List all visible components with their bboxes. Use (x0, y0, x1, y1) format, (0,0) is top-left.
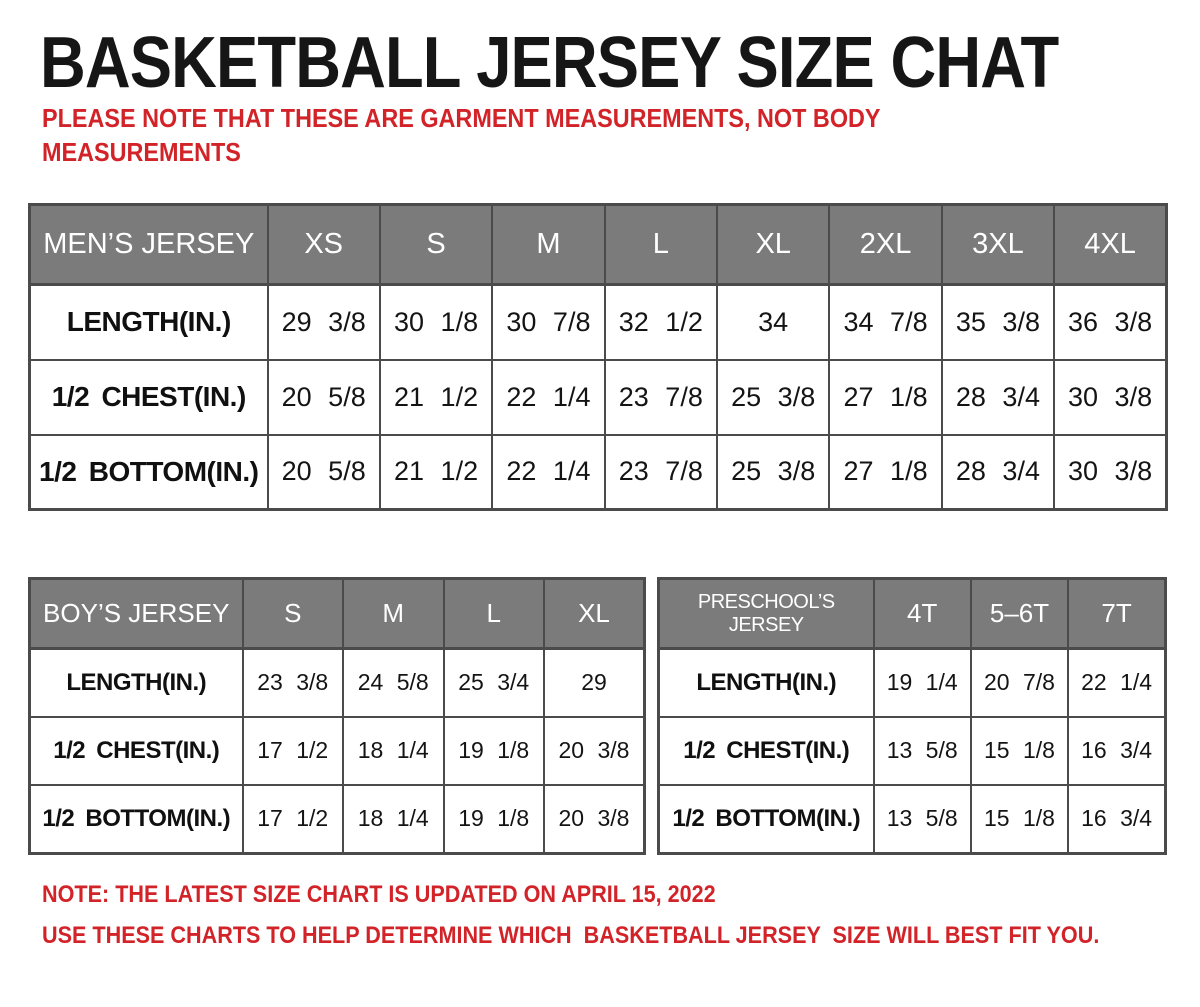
header-row (659, 579, 1166, 649)
size-header-cell: L (605, 205, 717, 285)
row-label-cell: 1/2 CHEST(IN.) (30, 717, 243, 785)
table-row (30, 649, 645, 717)
value-cell: 30 3/8 (1054, 360, 1166, 435)
value-cell: 16 3/4 (1068, 717, 1165, 785)
table-title-cell: MEN’S JERSEY (30, 205, 268, 285)
value-cell: 20 7/8 (971, 649, 1068, 717)
row-label-cell: LENGTH(IN.) (30, 285, 268, 360)
size-header-cell: 4T (874, 579, 971, 649)
value-cell: 28 3/4 (942, 360, 1054, 435)
value-cell: 15 1/8 (971, 717, 1068, 785)
size-header-cell: 2XL (829, 205, 941, 285)
row-label-cell: 1/2 BOTTOM(IN.) (30, 785, 243, 853)
value-cell: 23 7/8 (605, 360, 717, 435)
value-cell: 34 (717, 285, 829, 360)
size-header-cell: 3XL (942, 205, 1054, 285)
value-cell: 15 1/8 (971, 785, 1068, 853)
value-cell: 27 1/8 (829, 435, 941, 510)
table-row (30, 285, 1167, 360)
note-line: NOTE: THE LATEST SIZE CHART IS UPDATED ON APRIL 15, 2022 (42, 881, 716, 908)
size-header-cell: XS (268, 205, 380, 285)
value-cell: 28 3/4 (942, 435, 1054, 510)
garment-measurements-note (42, 101, 974, 169)
value-cell: 23 3/8 (243, 649, 344, 717)
value-cell: 29 (544, 649, 645, 717)
size-header-cell: XL (544, 579, 645, 649)
header-row (30, 205, 1167, 285)
size-header-cell: L (444, 579, 545, 649)
value-cell: 35 3/8 (942, 285, 1054, 360)
header-row (30, 579, 645, 649)
value-cell: 24 5/8 (343, 649, 444, 717)
value-cell: 22 1/4 (492, 360, 604, 435)
value-cell: 20 3/8 (544, 717, 645, 785)
table-row (30, 785, 645, 853)
table-title-cell: PRESCHOOL’S JERSEY (659, 579, 874, 649)
value-cell: 20 3/8 (544, 785, 645, 853)
table-row (30, 717, 645, 785)
size-header-cell: M (492, 205, 604, 285)
row-label-cell: 1/2 CHEST(IN.) (659, 717, 874, 785)
value-cell: 17 1/2 (243, 717, 344, 785)
value-cell: 21 1/2 (380, 435, 492, 510)
size-header-cell: M (343, 579, 444, 649)
row-label-cell: 1/2 BOTTOM(IN.) (659, 785, 874, 853)
value-cell: 30 7/8 (492, 285, 604, 360)
table-row (659, 785, 1166, 853)
value-cell: 18 1/4 (343, 785, 444, 853)
mens-jersey-table (28, 203, 1168, 511)
row-label-cell: LENGTH(IN.) (659, 649, 874, 717)
table-title-cell: BOY’S JERSEY (30, 579, 243, 649)
value-cell: 22 1/4 (1068, 649, 1165, 717)
size-header-cell: 7T (1068, 579, 1165, 649)
note-line: USE THESE CHARTS TO HELP DETERMINE WHICH BASKETBALL JERSEY SIZE WILL BEST FIT YOU. (42, 922, 1100, 949)
value-cell: 23 7/8 (605, 435, 717, 510)
page-title: BASKETBALL JERSEY SIZE CHAT (40, 23, 1059, 103)
table-row (659, 649, 1166, 717)
size-header-cell: 5–6T (971, 579, 1068, 649)
value-cell: 25 3/8 (717, 360, 829, 435)
size-header-cell: S (380, 205, 492, 285)
row-label-cell: 1/2 CHEST(IN.) (30, 360, 268, 435)
table-row (30, 435, 1167, 510)
value-cell: 32 1/2 (605, 285, 717, 360)
table-row (659, 717, 1166, 785)
value-cell: 19 1/4 (874, 649, 971, 717)
note-line: MEASUREMENTS (42, 137, 241, 167)
value-cell: 13 5/8 (874, 785, 971, 853)
value-cell: 21 1/2 (380, 360, 492, 435)
value-cell: 20 5/8 (268, 360, 380, 435)
value-cell: 17 1/2 (243, 785, 344, 853)
value-cell: 16 3/4 (1068, 785, 1165, 853)
update-and-usage-note (42, 881, 1200, 963)
size-header-cell: S (243, 579, 344, 649)
size-header-cell: 4XL (1054, 205, 1166, 285)
table-row (30, 360, 1167, 435)
note-line: PLEASE NOTE THAT THESE ARE GARMENT MEASUREMENTS, NOT BODY (42, 103, 881, 133)
value-cell: 30 1/8 (380, 285, 492, 360)
value-cell: 36 3/8 (1054, 285, 1166, 360)
value-cell: 19 1/8 (444, 717, 545, 785)
value-cell: 27 1/8 (829, 360, 941, 435)
value-cell: 34 7/8 (829, 285, 941, 360)
value-cell: 25 3/4 (444, 649, 545, 717)
row-label-cell: LENGTH(IN.) (30, 649, 243, 717)
value-cell: 13 5/8 (874, 717, 971, 785)
size-header-cell: XL (717, 205, 829, 285)
value-cell: 22 1/4 (492, 435, 604, 510)
boys-jersey-table (28, 577, 646, 855)
value-cell: 30 3/8 (1054, 435, 1166, 510)
preschools-jersey-table (657, 577, 1167, 855)
value-cell: 29 3/8 (268, 285, 380, 360)
value-cell: 20 5/8 (268, 435, 380, 510)
value-cell: 25 3/8 (717, 435, 829, 510)
value-cell: 18 1/4 (343, 717, 444, 785)
row-label-cell: 1/2 BOTTOM(IN.) (30, 435, 268, 510)
value-cell: 19 1/8 (444, 785, 545, 853)
